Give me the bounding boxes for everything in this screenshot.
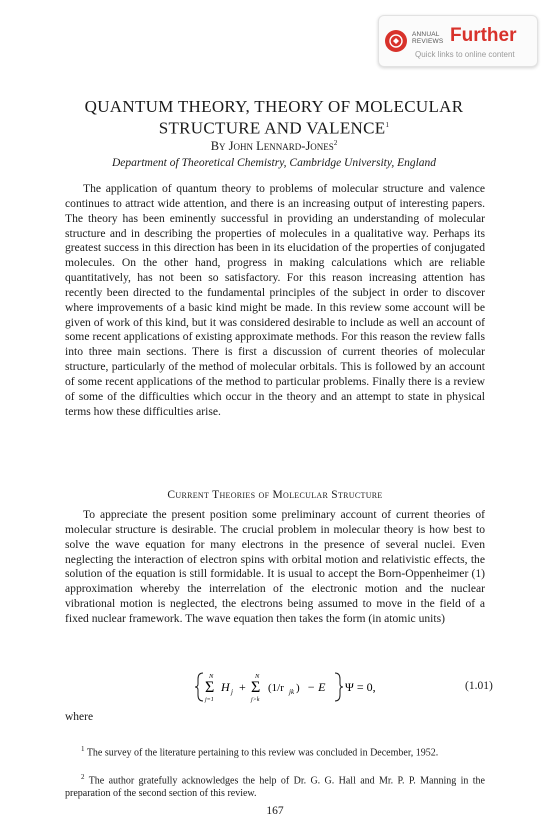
svg-text:): ) bbox=[296, 682, 300, 694]
annual-reviews-wordmark: ANNUAL REVIEWS bbox=[412, 31, 444, 45]
sum2-top: N bbox=[255, 673, 260, 680]
footnote-1: $^1$ The survey of the literature pertaining to this review was concluded in December, 1952. bbox=[81, 745, 439, 759]
svg-text:(1/r: (1/r bbox=[268, 682, 284, 694]
further-links-badge[interactable] bbox=[378, 15, 538, 67]
article-title: QUANTUM THEORY, THEORY OF MOLECULAR STRUCTURE AND VALENCE$^1$ bbox=[84, 97, 464, 138]
further-label: Further bbox=[450, 25, 517, 46]
svg-text:− E: − E bbox=[307, 680, 326, 694]
sum1-top: N bbox=[209, 673, 214, 680]
svg-text:j: j bbox=[231, 688, 233, 696]
page-number: 167 bbox=[266, 805, 284, 817]
svg-text:jk: jk bbox=[289, 688, 295, 696]
equation-number: (1.01) bbox=[465, 680, 493, 692]
wave-equation bbox=[195, 670, 495, 703]
svg-text:Σ: Σ bbox=[205, 679, 215, 696]
section-paragraph: To appreciate the present position some preliminary account of current theories of molecular structure is desirable. The crucial problem in molecular theory is how best to solve the wave equation for many electrons in the presence of several nuclei. Even neglecting the interaction of electron spins with orbital motion and relativistic effects, the solution of the equation is still formidable. It is usual to accept the Born-Oppenheimer (1) approximation whereby the interrelation of the electronic motion and the nuclear vibrational motion is neglected, the electrons being assumed to move in the field of a fixed nuclear framework. The wave equation then takes the form (in atomic units) bbox=[65, 508, 485, 625]
author-byline: By John Lennard-Jones$^2$ bbox=[210, 139, 338, 154]
where-text: where bbox=[65, 711, 94, 723]
term-h: H bbox=[221, 680, 230, 694]
intro-paragraph: The application of quantum theory to problems of molecular structure and valence continues to attract wide attention, and there is an increasing output of interesting papers. The theory has been eminently successful in providing an understanding of molecular structure and in describing the properties of molecules in a qualitative way. Perhaps its greatest success in this direction has been in its elucidation of the properties of conjugated molecules. On the other hand, progress in making calculations which are reliable quantitatively, has not been so satisfactory. For this reason increasing attention has recently been directed to the fundamental principles of the subject in order to discover where improvements of a basic kind might be made. In this review some account will be given of work of this kind, but it was considered desirable to include as well an account of some recent applications of existing approximate methods. For this reason the review falls into three main sections. There is first a discussion of current theories of molecular structure, particularly of the method of molecular orbitals. This is followed by an account of some recent applications of the method to particular problems. Finally there is a review of some of the difficulties which occur in the theory and an attempt to state in physical terms how these difficulties arise. bbox=[65, 182, 485, 418]
author-affiliation: Department of Theoretical Chemistry, Cambridge University, England bbox=[111, 157, 437, 169]
section-heading: Current Theories of Molecular Structure bbox=[167, 489, 383, 501]
svg-text:Ψ = 0,: Ψ = 0, bbox=[345, 680, 376, 694]
sum2-bottom: j>k bbox=[251, 697, 260, 703]
annual-reviews-logo-icon bbox=[385, 30, 407, 52]
sum1-bottom: j=1 bbox=[205, 697, 214, 703]
svg-text:+: + bbox=[239, 680, 246, 694]
further-subtitle: Quick links to online content bbox=[415, 50, 515, 59]
svg-text:Σ: Σ bbox=[251, 679, 261, 696]
footnote-2: $^2$ The author gratefully acknowledges the help of Dr. G. G. Hall and Mr. P. P. Manning in the preparation of the second section of this review. bbox=[65, 773, 485, 800]
